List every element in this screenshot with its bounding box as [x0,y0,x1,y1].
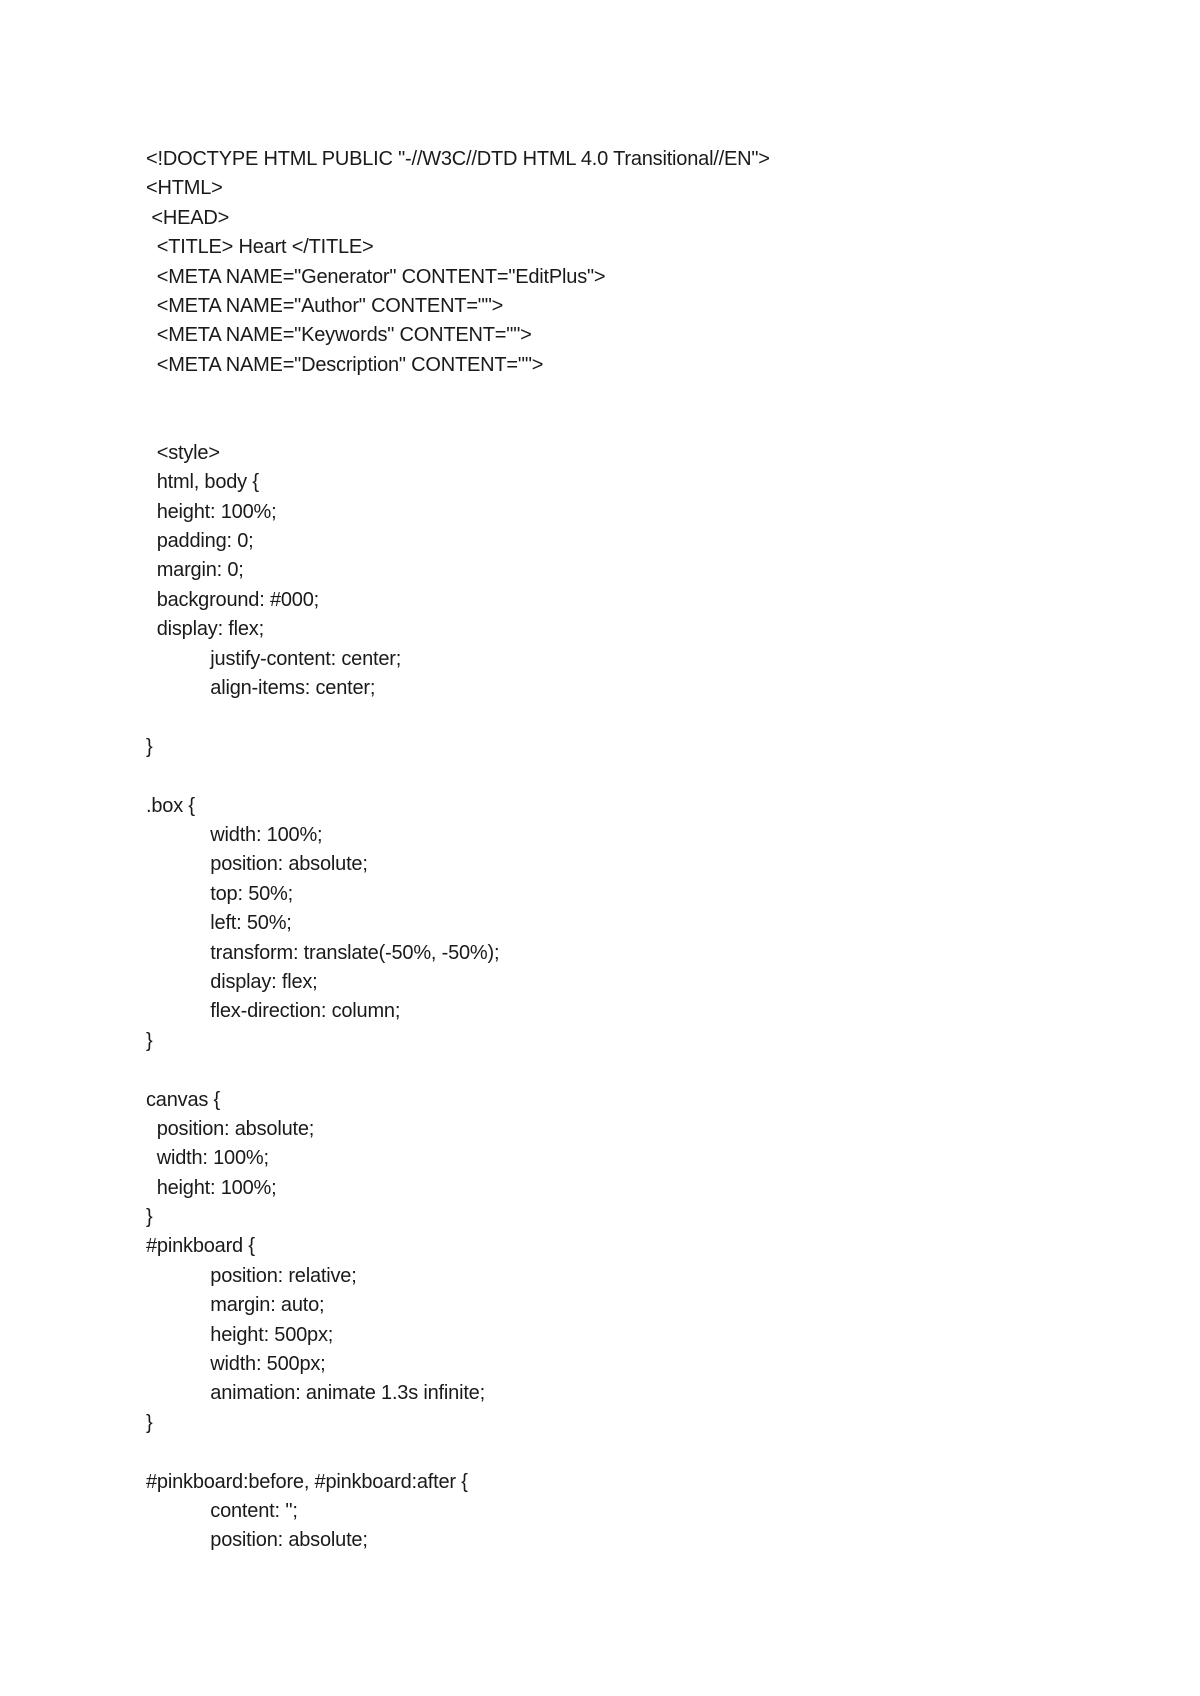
code-line: <TITLE> Heart </TITLE> [146,236,374,259]
code-line: position: absolute; [146,1117,315,1140]
code-line: #pinkboard:before, #pinkboard:after { [146,1470,468,1493]
code-line: width: 100%; [146,823,323,846]
code-line: <style> [146,441,220,464]
code-line: position: relative; [146,1264,357,1287]
code-line: <!DOCTYPE HTML PUBLIC "-//W3C//DTD HTML 4.0 Transitional//EN"> [146,148,770,170]
code-line: <META NAME="Author" CONTENT=""> [146,294,504,317]
code-line: background: #000; [146,588,319,611]
code-line: animation: animate 1.3s infinite; [146,1382,485,1405]
code-line: width: 100%; [146,1147,269,1170]
code-line: width: 500px; [146,1353,326,1376]
code-line: } [146,735,153,758]
code-line: display: flex; [146,618,264,641]
code-line [146,703,770,732]
code-line: left: 50%; [146,912,292,935]
code-line: top: 50%; [146,882,293,905]
code-line: height: 100%; [146,1176,277,1199]
code-line [146,1056,770,1085]
code-line: position: absolute; [146,1529,368,1552]
code-line: .box { [146,794,195,817]
code-line: margin: 0; [146,559,244,582]
code-line: } [146,1206,153,1229]
code-line [146,380,770,409]
code-line: content: ''; [146,1499,298,1522]
code-line: transform: translate(-50%, -50%); [146,941,500,964]
code-line: justify-content: center; [146,647,402,670]
code-line: padding: 0; [146,530,254,553]
code-line: html, body { [146,471,259,494]
code-line: <META NAME="Keywords" CONTENT=""> [146,324,532,347]
code-line [146,762,770,791]
code-line [146,1438,770,1467]
code-line: } [146,1029,153,1052]
code-line: height: 100%; [146,500,277,523]
code-line: margin: auto; [146,1294,325,1317]
code-line: position: absolute; [146,853,368,876]
code-line: canvas { [146,1088,221,1111]
code-line [146,410,770,439]
code-line: flex-direction: column; [146,1000,401,1023]
code-line: <META NAME="Generator" CONTENT="EditPlus"> [146,265,606,288]
code-line: <META NAME="Description" CONTENT=""> [146,353,544,376]
code-listing [146,145,770,1556]
code-line: height: 500px; [146,1323,334,1346]
code-line: #pinkboard { [146,1235,255,1258]
code-line: <HEAD> [146,206,230,229]
code-line: } [146,1411,153,1434]
code-line: display: flex; [146,970,318,993]
code-line: align-items: center; [146,677,376,700]
code-line: <HTML> [146,177,223,200]
